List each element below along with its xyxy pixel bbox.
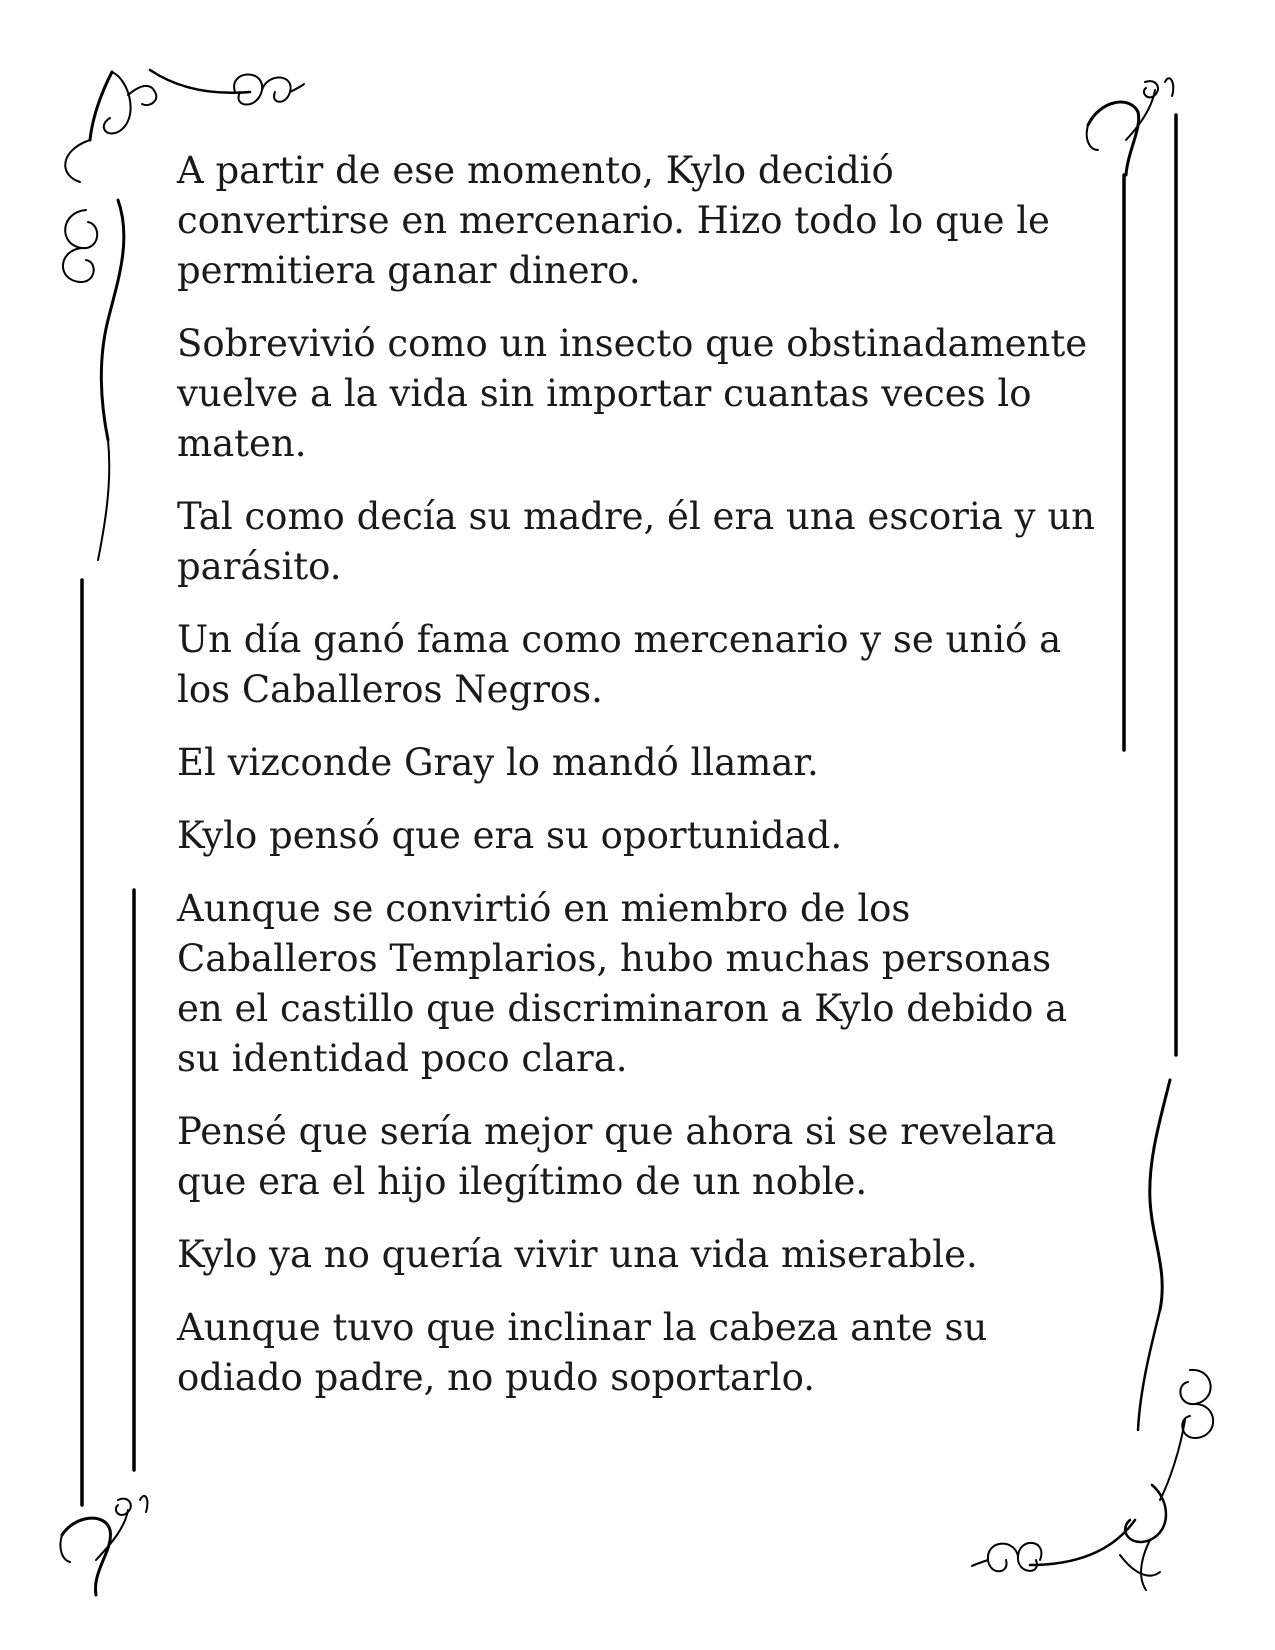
paragraph: Aunque tuvo que inclinar la cabeza ante su odiado padre, no pudo soportarlo. <box>177 1306 988 1399</box>
paragraph: El vizconde Gray lo mandó llamar. <box>177 741 819 784</box>
paragraph: Sobrevivió como un insecto que obstinadamente vuelve a la vida sin importar cuantas veces lo maten. <box>177 322 1088 465</box>
paragraph: Kylo pensó que era su oportunidad. <box>177 814 843 857</box>
paragraph: Un día ganó fama como mercenario y se unió a los Caballeros Negros. <box>177 618 1062 711</box>
paragraph: Kylo ya no quería vivir una vida miserable. <box>177 1233 978 1276</box>
paragraph: A partir de ese momento, Kylo decidió convertirse en mercenario. Hizo todo lo que le permitiera ganar dinero. <box>177 149 1050 292</box>
paragraph: Aunque se convirtió en miembro de los Caballeros Templarios, hubo muchas personas en el castillo que discriminaron a Kylo debido a su identidad poco clara. <box>177 887 1068 1080</box>
paragraph: Tal como decía su madre, él era una escoria y un parásito. <box>177 495 1095 588</box>
paragraph: Pensé que sería mejor que ahora si se revelara que era el hijo ilegítimo de un noble. <box>177 1110 1057 1203</box>
body-text <box>177 146 1107 1426</box>
flourish-bottom-left <box>60 1496 147 1595</box>
